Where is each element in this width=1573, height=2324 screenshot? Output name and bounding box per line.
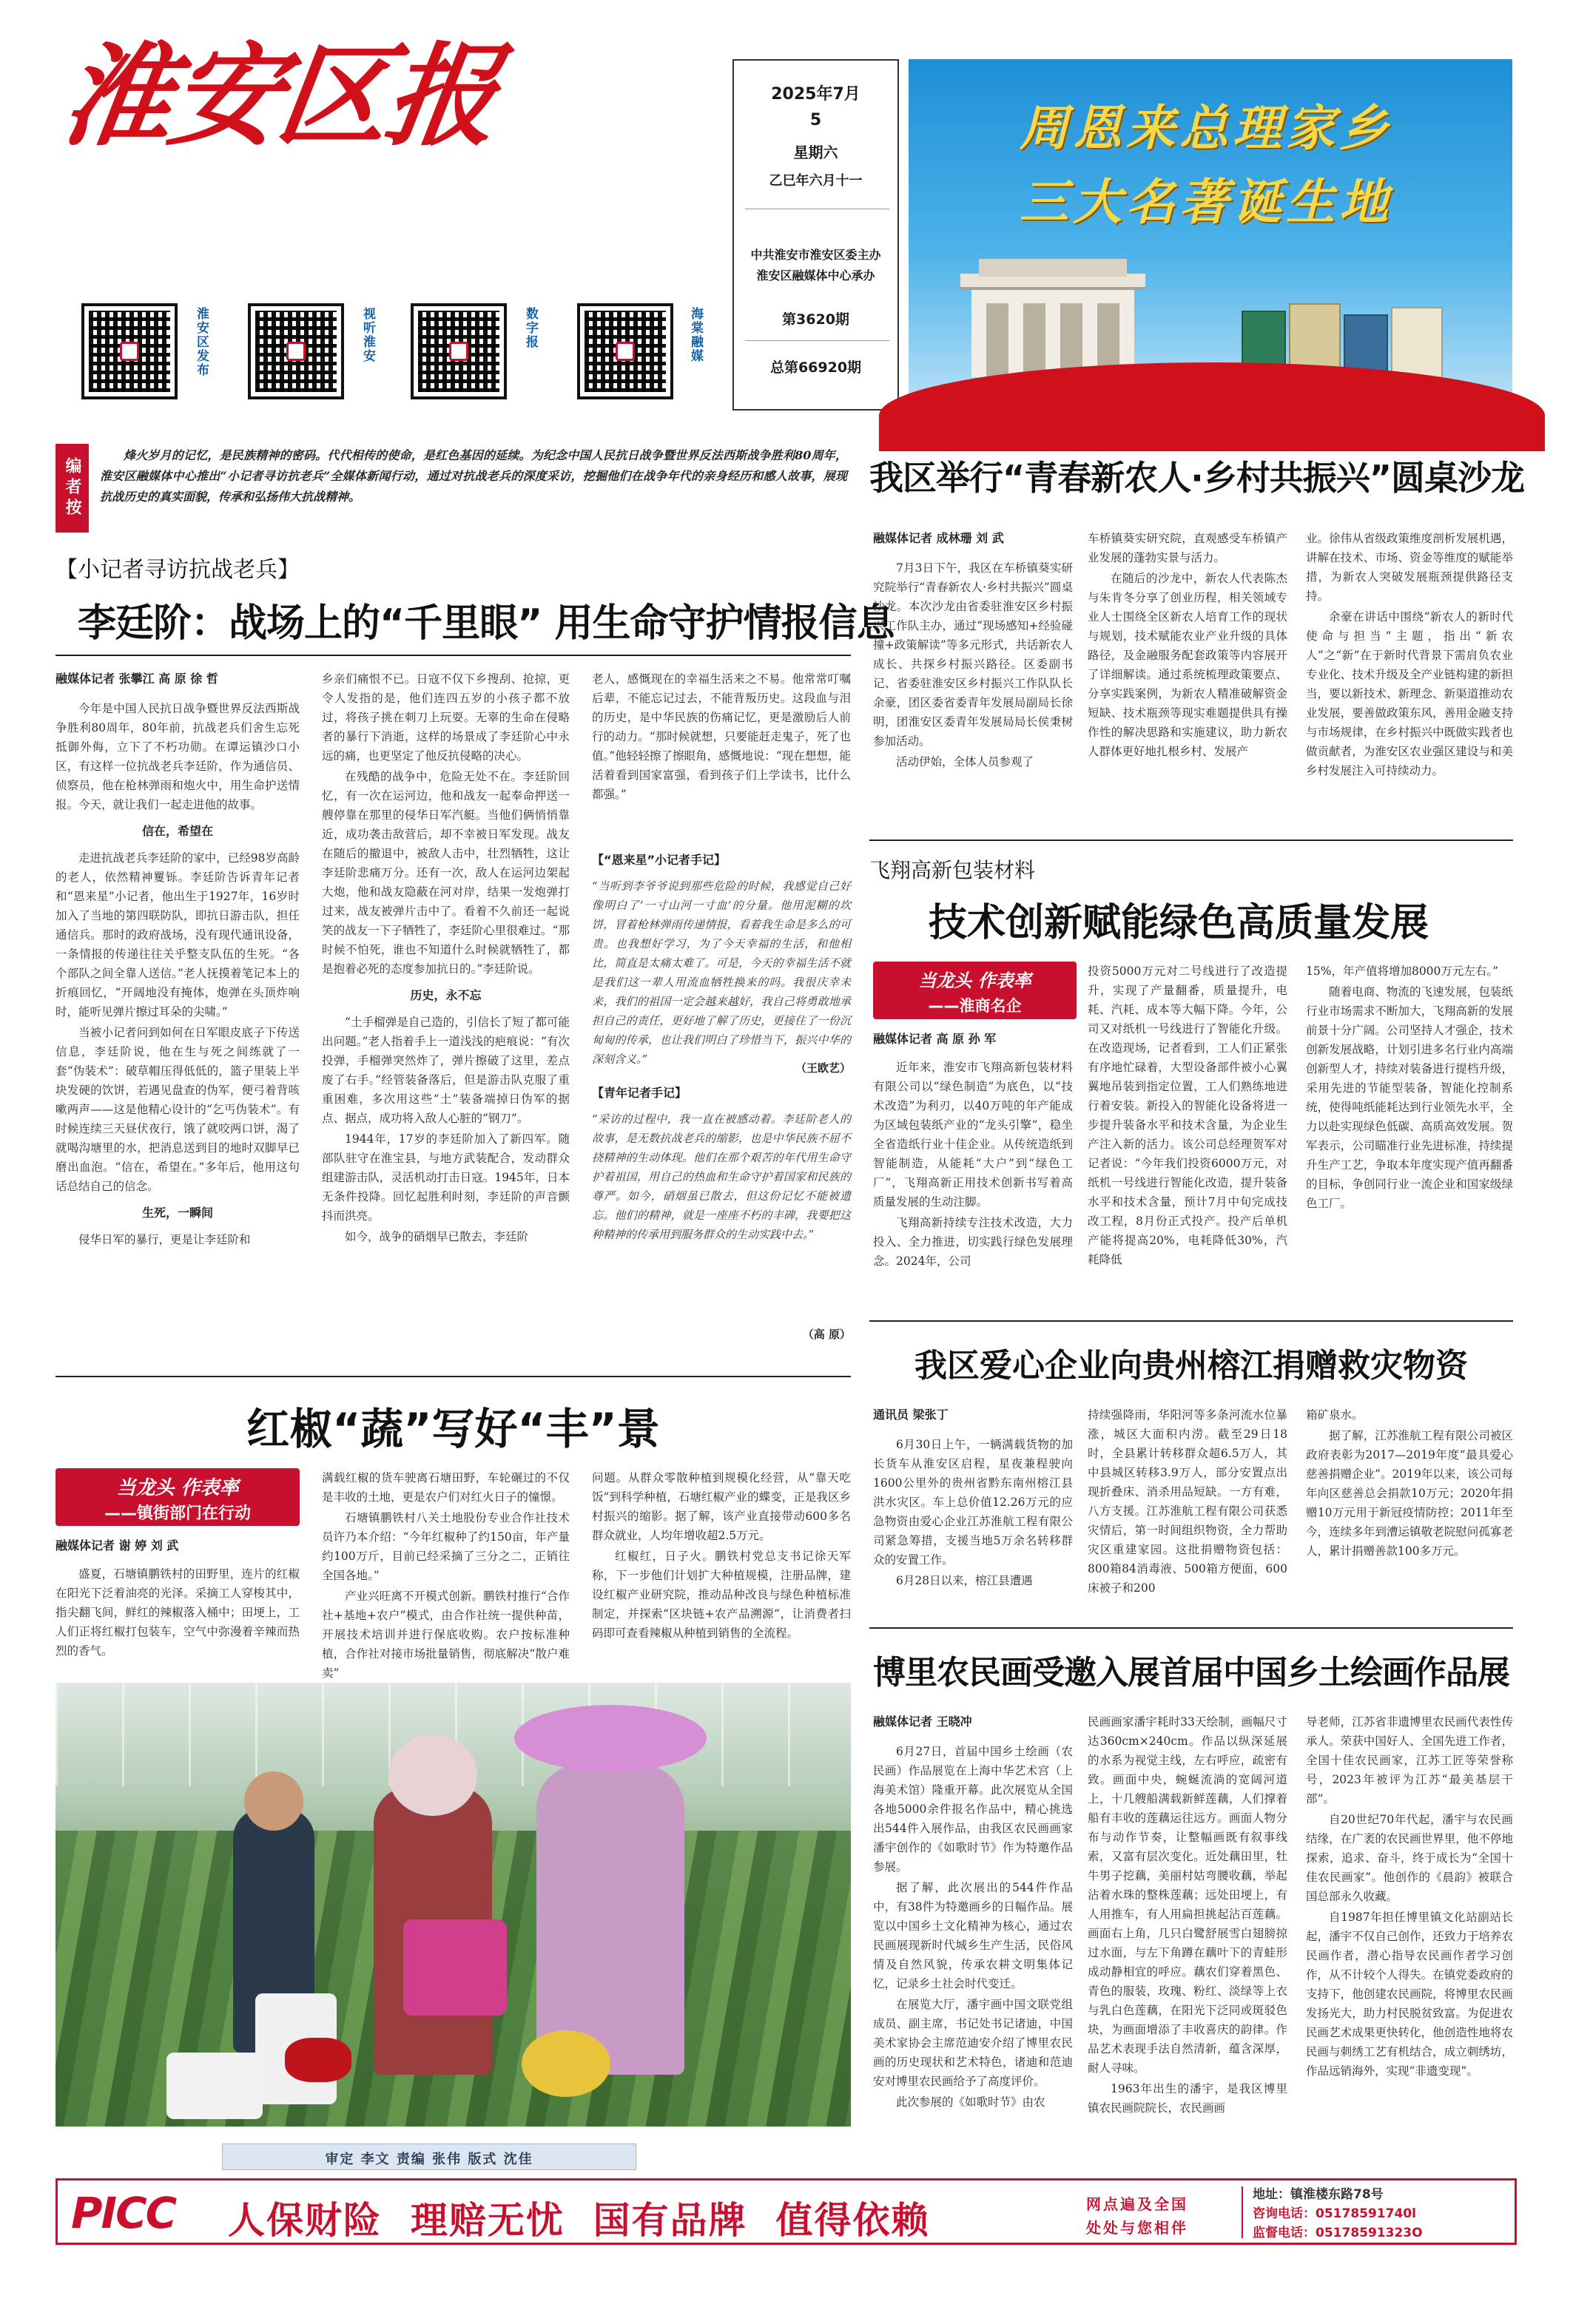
qr-code[interactable] [248,303,344,399]
ad-phone: 监督电话：05178591323O [1253,2226,1423,2240]
article-donation [869,1331,1513,1616]
article-column [322,1468,570,1680]
qr-label: 数字报 [523,307,538,349]
paragraph: 车桥镇葵实研究院，直观感受车桥镇产业发展的蓬勃实景与活力。 [1088,532,1287,564]
qr-code[interactable] [411,303,507,399]
article-column [873,558,1073,825]
editor-note-text: 烽火岁月的记忆，是民族精神的密码。代代相传的使命，是红色基因的延续。为纪念中国人民抗日战争暨世界反法西斯战争胜利80周年，淮安区融媒体中心推出“小记者寻访抗老兵”全媒体新闻行动，通过对抗战老兵的深度采访，挖掘他们在战争年代的亲身经历和感人故事，展现抗战历史的真实面貌，传承和弘扬伟大抗战精神。 [100,448,847,504]
ad-phone: 咨询电话：05178591740l [1253,2206,1416,2221]
column-badge [873,962,1077,1019]
qr-code[interactable] [81,303,178,399]
sponsor-line: 淮安区融媒体中心承办 [756,268,875,283]
article-packaging [869,851,1513,1305]
banner-slogan: 三大名著诞生地 [1020,173,1392,231]
paragraph: 6月30日上午，一辆满载货物的加长货车从淮安区启程，星夜兼程驶向1600公里外的贵州省黔东南州榕江县洪水灾区。车上总价值12.26万元的应急物资由爱心企业江苏淮航工程有限公司紧急筹措，支援当地5万余名转移群众的安置工作。 [873,1438,1073,1567]
paragraph: 在残酷的战争中，危险无处不在。李廷阶回忆，有一次在运河边，他和战友一起奉命押送一艘停靠在那里的侵华日军汽艇。当他们俩悄悄靠近，成功袭击敌营后，却不幸被日军发现。战友在随后的撤退中，被敌人击中，壮烈牺牲，这让李廷阶悲痛万分。还有一次，敌人在运河边架起大炮，他和战友隐蔽在河对岸，结果一发炮弹打过来，战友被弹片击中了。看着不久前还一起说笑的战友一下子牺牲了，李廷阶心里很难过。“那时候不怕死，谁也不知道什么时候就牺牲了，都是抱着必死的态度参加抗日的。”李廷阶说。 [322,770,570,976]
article-byline: 融媒体记者 张攀江 高 原 徐 哲 [55,672,218,686]
article-headline: 我区举行“青春新农人·乡村共振兴”圆桌沙龙 [869,458,1524,498]
qr-row [74,303,725,414]
article-column [592,1468,851,1668]
divider [869,840,1513,841]
paragraph: 在展览大厅，潘宇画中国文联党组成员、副主席，书记处书记诸迪，中国美术家协会主席范迪安介绍了博里农民画的历史现状和艺术特色，诸迪和范迪安对博里农民画给予了高度评价。 [873,1998,1073,2088]
article-column [1306,1405,1513,1616]
memorial-building [960,259,1145,377]
ad-network-text: 网点遍及全国 [1086,2195,1188,2213]
date-day: 5 [809,111,822,129]
paragraph: 红椒红，日子火。鹏铁村党总支书记徐天军称，下一步他们计划扩大种植规模，注册品牌，建设红椒产业研究院，推动品种改良与绿色种植标准制定，并探索“区块链+农产品溯源”，让消费者扫码即可查看辣椒从种植到销售的全流程。 [592,1550,851,1640]
section-subhead: 生死，一瞬间 [141,1206,213,1220]
paragraph: 飞翔高新持续专注技术改造，大力投入、全力推进，切实践行绿色发展理念。2024年，公司 [873,1216,1073,1268]
article-column [1306,962,1513,1305]
badge-title: 当龙头 作表率 [918,970,1031,991]
paragraph: 导老师，江苏省非遗博里农民画代表性传承人。荣获中国好人、全国先进工作者，全国十佳农民画家，江苏工匠等荣誉称号，2023年被评为江苏“最美基层干部”。 [1306,1715,1513,1806]
divider [55,655,851,656]
article-byline: 通讯员 梁张丁 [873,1408,949,1422]
newspaper-title: 淮安区报 [53,31,505,161]
divider [869,1627,1513,1629]
banner-slogan: 周恩来总理家乡 [1020,99,1392,157]
qr-label: 视听淮安 [360,307,375,363]
article-red-pepper [55,1391,851,2138]
paragraph: 满载红椒的货车驶离石塘田野，车轮碾过的不仅是丰收的土地，更是农户们对红火日子的憧憬。 [322,1471,570,1504]
paragraph: 在随后的沙龙中，新农人代表陈杰与朱肯冬分享了创业历程，相关领域专业人士围绕全区新农人培育工作的现状与规划，技术赋能农业产业升级的具体路径，及金融服务配套政策等内容展开了详细解读。通过系统梳理政策要点、分享实践案例，为新农人精准破解资金短缺、技术瓶颈等现实难题提供具有操作性的解决思路和实施建议，助力新农人群体更好地扎根乡村、发展产 [1088,572,1287,758]
ad-network-text: 处处与您相伴 [1086,2219,1188,2237]
paragraph: 当被小记者问到如何在日军眼皮底子下传送信息，李廷阶说，他在生与死之间练就了一套“伪装术”：破草帽压得低低的，篮子里装上半块发硬的饮饼，若遇见盘查的伪军，便弓着背咳嗽两声——这是他精心设计的“乞丐伪装术”。有时候连续三天昼伏夜行，饿了就咬两口饼，渴了就喝沟塘里的水，把消息送到目的地时双脚早已磨出血泡。“信在，希望在。”多年后，他用这句话总结自己的信念。 [55,1026,300,1193]
paragraph: 侵华日军的暴行，更是让李廷阶和 [78,1233,251,1246]
paragraph: 箱矿泉水。 [1306,1408,1364,1422]
date-year-month: 2025年7月 [771,85,860,104]
sidebar-title: 【青年记者手记】 [592,1086,687,1100]
article-kicker: 飞翔高新包装材料 [869,858,1036,882]
article-byline: 融媒体记者 成林珊 刘 武 [873,531,1004,545]
article-column [873,1435,1073,1616]
paragraph: 乡亲们痛恨不已。日寇不仅下乡搜刮、抢掠，更令人发指的是，他们连四五岁的小孩子都不放过，将孩子挑在刺刀上玩耍。无辜的生命在侵略者的暴行下消逝，这样的场景成了李廷阶心中永远的痛，也更坚定了他反抗侵略的决心。 [322,672,570,763]
badge-subtitle: ——镇街部门在行动 [104,1504,251,1523]
paragraph: 投资5000万元对二号线进行了改造提升，实现了产量翻番，质量提升，电耗、汽耗、成本等大幅下降。今年，公司又对纸机一号线进行了智能化升级。在改造现场，记者看到，工人们正紧张有序地忙碌着，大型设备部件被小心翼翼地吊装到指定位置，工人们熟练地进行着安装。新投入的智能化设备将进一步提升装备水平和技术含量，为企业生产注入新的活力。该公司总经理贺军对记者说：“今年我们投资6000万元，对纸机一号线进行智能化改造，提升装备水平和技术含量，预计7月中旬完成技改工程，8月份正式投产。投产后单机产能将提高20%，电耗降低30%，汽耗降低 [1088,965,1287,1266]
paragraph: 余豪在讲话中围绕“新农人的新时代使命与担当”主题，指出“新农人”之“新”在于新时代背景下需肩负农业专业化、技术升级及全产业链构建的新担当，要以新技术、新理念、新渠道推动农业发展，要善做政策东风，善用金融支持与市场规律，在乡村振兴中既做实践者也做贡献者，为淮安区农业强区建设与和美乡村发展注入可持续动力。 [1306,610,1513,777]
article-column [1088,1405,1287,1616]
editor-credits [222,2144,636,2170]
article-column [1306,529,1513,825]
paragraph: 7月3日下午，我区在车桥镇葵实研究院举行“青春新农人·乡村共振兴”圆桌沙龙。本次沙龙由省委驻淮安区乡村振兴工作队主办，通过“现场感知+经验碰撞+政策解读”等多元形式，共话新农人成长、共探乡村振兴路径。区委副书记、省委驻淮安区乡村振兴工作队队长余豪，团区委省委青年发展局副局长徐明，团淮安区委青年发展局局长侯秉树参加活动。 [873,561,1073,748]
paragraph: 1944年，17岁的李廷阶加入了新四军。随部队驻守在淮宝县，与地方武装配合，发动群众组建游击队，灵活机动打击日寇。1945年，日本无条件投降。回忆起胜利时刻，李廷阶的声音颤抖而洪亮。 [322,1132,570,1223]
article-column [1088,962,1287,1305]
paragraph: “土手榴弹是自己造的，引信长了短了都可能出问题。”老人指着手上一道浅浅的疤痕说：“有次投弹，手榴弹突然炸了，弹片擦破了这里，差点废了右手。”经管装备落后，但是游击队克服了重重困难，多次用这些“土”装备端掉日伪军的据点、据点，成功将入敌人心脏的“钢刀”。 [322,1016,570,1125]
paragraph: 6月27日，首届中国乡土绘画（农民画）作品展览在上海中华艺术宫（上海美术馆）隆重开幕。此次展览从全国各地5000余件报名作品中，精心挑选出544件入展作品，由我区农民画画家潘宇创作的《如歌时节》作为特邀作品参展。 [873,1745,1073,1874]
paragraph: 问题。从群众零散种植到规模化经营，从“靠天吃饭”到科学种植，石塘红椒产业的蝶变，正是我区乡村振兴的缩影。据了解，该产业直接带动600多名群众就业，人均年增收超2.5万元。 [592,1471,851,1542]
article-kicker: 【小记者寻访抗战老兵】 [55,557,300,583]
masthead [41,30,736,207]
article-column [322,669,570,1365]
article-byline: 融媒体记者 高 原 孙 军 [873,1032,997,1046]
paragraph: 6月28日以来，榕江县遭遇 [896,1574,1033,1587]
date-box [732,59,899,411]
qr-label: 淮安区发布 [194,307,209,377]
article-column [55,699,300,1365]
paragraph: 据了解，江苏淮航工程有限公司被区政府表彰为2017—2019年度“最具爱心慈善捐赠企业”。2019年以来，该公司每年向区慈善总会捐款10万元；2020年捐赠10万元用于新冠疫情防控；2011年至今，连续多年到漕运镇敬老院慰问孤寡老人，累计捐赠善款100多万元。 [1306,1429,1513,1558]
paragraph: 盛夏，石塘镇鹏铁村的田野里，连片的红椒在阳光下泛着油亮的光泽。采摘工人穿梭其中，指尖翻飞间，鲜红的辣椒落入桶中；田埂上，工人们正将红椒打包装车，空气中弥漫着辛辣而热烈的香气。 [55,1567,300,1658]
ad-address: 地址：镇淮楼东路78号 [1253,2187,1384,2202]
paragraph: 1963年出生的潘宇，是我区博里镇农民画院院长，农民画画 [1088,2082,1287,2115]
article-headline: 我区爱心企业向贵州榕江捐赠救灾物资 [915,1347,1468,1385]
signature: （高 原） [802,1328,851,1341]
paragraph: 业。徐伟从省级政策维度剖析发展机遇，讲解在技术、市场、资金等维度的赋能举措，为新农人突破发展瓶颈提供路径支持。 [1306,532,1513,603]
qr-label: 海棠融媒 [688,307,703,363]
article-headline: 李廷阶：战场上的“千里眼” 用生命守护情报信息 [78,601,895,646]
article-column [873,1742,1073,2141]
article-veteran [55,551,895,1372]
article-column [592,669,851,803]
divider [745,340,889,341]
article-headline: 红椒“蔬”写好“丰”景 [246,1404,660,1454]
qr-code[interactable] [577,303,673,399]
section-subhead: 历史，永不忘 [410,988,482,1002]
paragraph: 近年来，淮安市飞翔高新包装材料有限公司以“绿色制造”为底色，以“技术改造”为利刃，以40万吨的年产能成为区域包装纸产业的“龙头引擎”，稳坐全省造纸行业十佳企业。从传统造纸到智能制造，从能耗“大户”到“绿色工厂”，飞翔高新正用技术创新书写着高质量发展的生动注脚。 [873,1061,1073,1209]
picc-ad-banner [55,2178,1517,2245]
pepper-harvest-photo [55,1683,851,2127]
banner-image [909,59,1512,413]
article-column [1088,1712,1287,2141]
weekday: 星期六 [793,143,838,161]
divider [55,1376,851,1377]
article-column [1088,529,1287,825]
signature: （王欧艺） [795,1061,851,1075]
editor-note [55,444,851,536]
lunar-date: 乙巳年六月十一 [769,173,863,189]
divider [869,1320,1513,1322]
article-byline: 融媒体记者 王晓冲 [873,1715,972,1729]
column-badge [55,1468,300,1526]
paragraph: 如今，战争的硝烟早已散去，李廷阶 [345,1230,529,1243]
reporter-notes: “采访的过程中，我一直在被感动着。李廷阶老人的故事，是无数抗战老兵的缩影，也是中华民族不屈不挠精神的生动体现。他们在那个艰苦的年代用生命守护着祖国，用自己的热血和生命守护着国家和民族的尊严。如今，硝烟虽已散去，但这份记忆不能被遗忘。他们的精神，就是一座座不朽的丰碑，我要把这种精神的传承用到服务群众的生动实践中去。” [592,1112,851,1241]
reporter-notes: “当听到李爷爷说到那些危险的时候，我感觉自己好像明白了‘一寸山河一寸血’的分量。他用泥糊的坎饼，冒着枪林弹雨传递情报，看着我生命是多么的可贵。也我想好学习，为了今天幸福的生活，和他相比，简直是太痛太难了。可是，今天的幸福生活不就是我们这一辈人用流血牺牲换来的吗。我很庆幸未来，我们的祖国一定会越来越好，我自己将勇敢地承担自己的责任，更好地了解了历史，更接住了一份沉甸甸的传承，也让我们明白了珍惜当下，振兴中华的深刻含义。” [592,879,851,1066]
paragraph: 自1987年担任博里镇文化站副站长起，潘宇不仅自己创作，还致力于培养农民画作者，潜心指导农民画作者学习创作，从不计较个人得失。在镇党委政府的支持下，他创建农民画院，将博里农民画发扬光大，助力村民脱贫致富。为促进农民画艺术成果更快转化，他创造性地将农民画与刺绣工艺有机结合，成立刺绣坊，作品远销海外，实现“非遗变现”。 [1306,1911,1513,2078]
article-headline: 博里农民画受邀入展首届中国乡土绘画作品展 [873,1654,1509,1692]
paragraph: 15%，年产值将增加8000万元左右。” [1306,965,1499,978]
total-issue-number: 总第66920期 [769,359,862,376]
picc-logo: PICC [71,2188,176,2238]
divider [1242,2186,1243,2238]
article-column [873,1058,1073,1305]
ad-slogan: 人保财险 理赔无忧 国有品牌 值得依赖 [228,2198,930,2242]
paragraph: 今年是中国人民抗日战争暨世界反法西斯战争胜利80周年，80年前，抗战老兵们舍生忘死抵御外侮，立下了不朽功勋。在谭运镇沙口小区，有这样一位抗战老兵李廷阶，作为通信员、侦察员，他在枪林弹雨和炮火中，用生命护送情报。今天，就让我们一起走进他的故事。 [55,702,300,811]
paragraph: 走进抗战老兵李廷阶的家中，已经98岁高龄的老人，依然精神矍铄。李廷阶告诉青年记者和“恩来星”小记者，他出生于1927年，16岁时加入了当地的第四联防队，即抗日游击队，担任通信兵。那时的政府战场，没有现代通讯设备，一条情报的传递往往关乎整支队伍的生死。“各个部队之间全靠人送信。”老人抚摸着笔记本上的折痕回忆，“开阔地没有掩体，炮弹在头顶炸响时，能听见弹片擦过耳朵的尖啸。” [55,851,300,1019]
paragraph: 民画画家潘宇耗时33天绘制，画幅尺寸达360cm×240cm。作品以纵深延展的水系为视觉主线，左右呼应，疏密有致。画面中央，蜿蜒流淌的宽阔河道上，十几艘船满载新鲜莲藕，人们撑着船有丰收的莲藕运往远方。画面人物分布与动作节奏，让整幅画既有叙事线索，又富有层次变化。近处藕田里，牡牛男子挖藕，美丽村姑弯腰收藕，举起沾着水珠的整株莲藕；远处田埂上，有人用推车，有人用扁担挑起沾百莲藕。画面右上角，几只白鹭舒展雪白翅膀掠过水面，与左下角蹲在藕叶下的青蛙形成动静相宜的呼应。藕农们穿着黑色、青色的服装，玫瑰、粉红、淡绿等上衣与乳白色莲藕，在阳光下泛同或斑驳色块，为画面增添了丰收喜庆的韵律。作品艺术表现手法自然清新，蕴含深厚，耐人寻味。 [1088,1715,1287,2075]
paragraph: 随着电商、物流的飞速发展，包装纸行业市场需求不断加大，飞翔高新的发展前景十分广阔。公司坚持人才强企，技术创新发展战略，计划引进多名行业内高端创新型人才，持续对装备进行提档升级，采用先进的节能型装备，智能化控制系统，使得吨纸能耗达到行业领先水平，全力以赴实现绿色低碳、高质高效发展。贺军表示，公司瞄准行业先进标准，持续提升生产工艺，争取本年度实现产值再翻番的目标，争创同行业一流企业和国家级绿色工厂。 [1306,985,1513,1210]
article-column [55,1564,300,1668]
article-column [1306,1712,1513,2141]
badge-title: 当龙头 作表率 [116,1477,239,1499]
paragraph: 据了解，此次展出的544件作品中，有38件为特邀画乡的日幅作品。展览以中国乡土文化精神为核心，通过农民画展现新时代城乡生产生活，民俗风情及自然风貌，传承农耕文明集体记忆，记录乡土社会时代变迁。 [873,1881,1073,1990]
paragraph: 此次参展的《如歌时节》由农 [896,2095,1045,2109]
article-headline: 技术创新赋能绿色高质量发展 [929,901,1429,945]
editor-note-tag: 编者按 [55,444,89,533]
paragraph: 产业兴旺离不开模式创新。鹏铁村推行“合作社+基地+农户”模式，由合作社统一提供种苗，开展技术培训并进行保底收购。农户按标准种植，合作社对接市场批量销售，彻底解决“散户难卖” [322,1590,570,1680]
article-byline: 融媒体记者 谢 婷 刘 武 [55,1538,179,1553]
paragraph: 石塘镇鹏铁村八关土地股份专业合作社技术员许乃本介绍：“今年红椒种了约150亩，年产量约100万斤，目前已经采摘了三分之二，正销往全国各地。” [322,1511,570,1582]
sponsor-line: 中共淮安市淮安区委主办 [750,248,881,262]
badge-subtitle: ——淮商名企 [928,997,1022,1015]
paragraph: 老人，感慨现在的幸福生活来之不易。他常常叮嘱后辈，不能忘记过去，不能背叛历史。这段血与泪的历史，是中华民族的伤痛记忆，更是激励后人前行的动力。“那时候就想，只要能赶走鬼子，死了也值。”他轻轻擦了擦眼角，感慨地说：“现在想想，能活着看到国家富强，看到孩子们上学读书，比什么都强。” [592,672,851,801]
paragraph: 活动伊始，全体人员参观了 [896,755,1034,769]
article-youth-salon [869,444,1524,825]
editor-credits-text: 审定 李文 责编 张伟 版式 沈佳 [325,2152,533,2167]
article-peasant-painting [869,1638,1513,2141]
paragraph: 自20世纪70年代起，潘宇与农民画结缘，在广袤的农民画世界里，他不停地探索，追求、奋斗，终于成长为“全国十佳农民画家”。他创作的《晨韵》被联合国总部永久收藏。 [1306,1813,1513,1903]
sidebar-title: 【“恩来星”小记者手记】 [592,853,727,867]
section-subhead: 信在，希望在 [141,824,213,838]
issue-number: 第3620期 [782,311,849,328]
paragraph: 持续强降雨，华阳河等多条河流水位暴涨，城区大面积内涝。截至29日18时，全县累计转移群众超6.5万人，其中县城区转移3.9万人，部分安置点出现折叠床、消杀用品短缺。一方有难，八方支援。江苏淮航工程有限公司获悉灾情后，第一时间组织物资，全力帮助灾区重建家园。这批捐赠物资包括：800箱84消毒液、500箱方便面，600床被子和200 [1088,1408,1287,1595]
